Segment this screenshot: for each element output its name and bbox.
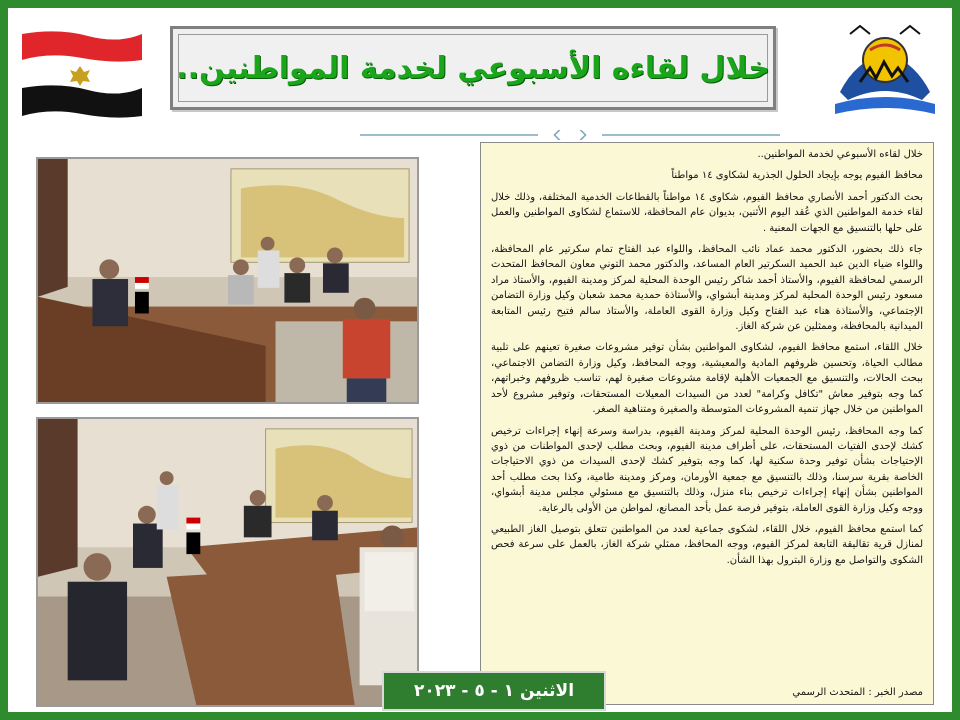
article-paragraph: خلال لقاءه الأسبوعي لخدمة المواطنين..	[757, 149, 923, 160]
ornamental-divider-icon	[360, 130, 780, 140]
meeting-photo-2	[36, 417, 419, 707]
article-body	[480, 142, 934, 705]
title-inner-frame	[178, 34, 768, 102]
egypt-flag-icon	[18, 28, 146, 120]
article-paragraph: كما وجه المحافظ، رئيس الوحدة المحلية لمركز ومدينة الفيوم، بدراسة وسرعة إنهاء إجراءات ترخيص كشك لإحدى الفتيات المستحقات، على أطراف مدينة الفيوم، وبحث مطلب لإحدى المواطنات من ذوي الإحتياجات بشأن توفير وحدة سكنية لها، كما وجه بتوفير كشك لإحدى السيدات من ذوي الاحتياجات الخاصة بقرية سرسنا، وذلك بالتنسيق مع جمعية الأورمان، ومركز ومدينة طامية، وكذا بحث مطلب أحد المواطنين بشأن إنهاء إجراءات ترخيص بناء منزل، وذلك بالتنسيق مع مسئولي مجلس مدينة أبشواي، ووجه وكيل وزارة القوى العاملة، بتوفير فرصة عمل بأحد المصانع، لمواطن من الأولى بالرعاية.	[491, 425, 923, 514]
article-paragraph: بحث الدكتور أحمد الأنصاري محافظ الفيوم، شكاوى ١٤ مواطناً بالقطاعات الخدمية المختلفة، وذلك خلال لقاء خدمة المواطنين الذي عُقد اليوم الأثنين، بديوان عام المحافظة، للاستماع لشكاوى المواطنين والعمل على حلها بالتنسيق مع الجهات المعنية .	[491, 191, 924, 234]
article-subheading: محافظ الفيوم يوجه بإيجاد الحلول الجذرية لشكاوى ١٤ مواطناً	[671, 170, 923, 182]
article-source: مصدر الخبر : المتحدث الرسمي	[792, 686, 923, 698]
meeting-photo-1	[36, 157, 419, 404]
article-paragraph: كما استمع محافظ الفيوم، خلال اللقاء، لشكوى جماعية لعدد من المواطنين تتعلق بتوصيل الغاز الطبيعي لمنازل قرية تقاليقة التابعة لمركز الفيوم، ووجه المحافظ، ممثلي شركة الغاز، بالعمل على سرعة فحص الشكوى والتواصل مع وزارة البترول بهذا الشأن.	[491, 523, 923, 566]
title-box	[170, 26, 776, 110]
article-paragraph: جاء ذلك بحضور، الدكتور محمد عماد نائب المحافظ، واللواء عبد الفتاح تمام سكرتير عام المحافظة، واللواء ضياء الدين عبد الحميد السكرتير العام المساعد، والدكتور محمد التوني معاون المحافظ المتحدث الرسمي لمحافظة الفيوم، والأستاذ أحمد شاكر رئيس الوحدة المحلية لمركز ومدينة الفيوم، والأستاذ مراد مسعود رئيس الوحدة المحلية لمركز ومدينة أبشواي، والأستاذة حمدية محمد شعبان وكيل وزارة التضامن الإجتماعي، والأستاذة هناء عبد الفتاح وكيل وزارة القوى العاملة، والأستاذ سالم فتيح رئيس المتابعة الميدانية بالمحافظة، وممثلين عن شركة الغاز.	[491, 244, 923, 333]
fayoum-governorate-logo	[830, 22, 940, 122]
page-title: خلال لقاءه الأسبوعي لخدمة المواطنين..	[176, 50, 770, 86]
article-paragraph: خلال اللقاء، استمع محافظ الفيوم، لشكاوى المواطنين بشأن توفير مشروعات صغيرة تعينهم على تلبية مطالب الحياة، وتحسين ظروفهم المادية والمعيشية، ووجه المحافظ، وكيل وزارة التضامن الاجتماعي، ببحث الحالات، والتنسيق مع الجمعيات الأهلية لإقامة مشروعات صغيرة لهم، تناسب ظروفهم وخبراتهم، كما وجه بتوفير معاش "تكافل وكرامة" لعدد من السيدات المعيلات المستحقات، وتوفير مشروع لأحد المواطنين من خلال جهاز تنمية المشروعات المتوسطة والصغيرة ومتناهية الصغر.	[491, 342, 923, 416]
publish-date: الاثنين ١ - ٥ - ٢٠٢٣	[413, 681, 575, 701]
date-box	[382, 671, 606, 711]
